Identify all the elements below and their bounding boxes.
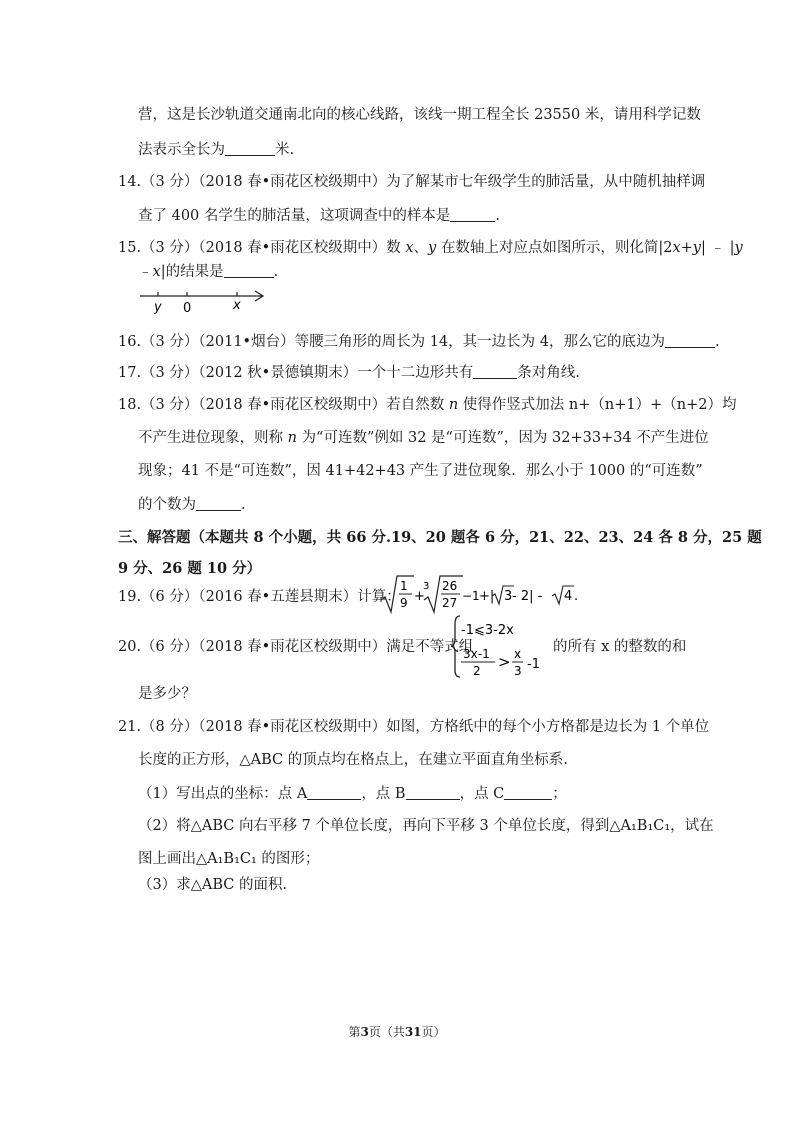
q18-line2-pre: 不产生进位现象，则称 [138, 430, 288, 446]
q15-text-mid2: + [680, 240, 693, 256]
q15-line1 [118, 238, 743, 258]
q20-line1-pre [118, 637, 473, 657]
sqrt4-value: 4 [564, 589, 573, 604]
q21-line2: 长度的正方形，△ABC 的顶点均在格点上，在建立平面直角坐标系. [138, 752, 568, 768]
abs-tail: - 2| - [512, 589, 543, 604]
answer-blank [307, 783, 361, 800]
q14-text-post: . [495, 208, 501, 224]
q18-line2 [138, 428, 709, 448]
frac2-den: 27 [442, 596, 458, 610]
q20-inequality-system [451, 612, 553, 680]
ineq2-tail: -1 [527, 657, 540, 672]
q13-line2 [138, 139, 294, 160]
plus-sign: + [414, 589, 425, 604]
q15-text-post: | ﹣ | [700, 240, 735, 256]
var-n: n [287, 430, 297, 446]
label-y: y [154, 300, 162, 315]
q18-line1 [118, 395, 736, 415]
q15-line2-pre: ﹣ [138, 264, 153, 280]
footer-total-pages: 31 [404, 1025, 422, 1039]
q15-line2 [138, 261, 278, 282]
ineq1: -1⩽3-2x [461, 623, 514, 638]
sqrt3-value: 3 [504, 589, 513, 604]
label-x: x [233, 298, 241, 313]
q19-text-pre: 19.（6 分）（2016 春•五莲县期末）计算： [118, 589, 401, 605]
answer-blank [473, 362, 517, 379]
label-zero: 0 [183, 301, 192, 316]
q21-part2-line2: 图上画出△A₁B₁C₁ 的图形； [138, 851, 320, 867]
var-x: x [672, 240, 681, 256]
answer-blank [665, 331, 715, 348]
page-footer [0, 1023, 794, 1040]
q21-p1-b: ，点 B [361, 786, 406, 802]
frac1-num: 1 [400, 579, 408, 593]
footer-page-number: 3 [360, 1025, 369, 1039]
var-y: y [428, 240, 437, 256]
q21-part1 [138, 783, 567, 804]
answer-blank [225, 139, 275, 156]
q20-line2: 是多少？ [138, 686, 196, 702]
footer-mid: 页（共 [368, 1025, 405, 1039]
frac1-den: 9 [400, 596, 408, 610]
q18-text-post: 使得作竖式加法 n+（n+1）+（n+2）均 [458, 397, 737, 413]
q16-line [118, 331, 720, 352]
q18-line4-post: . [241, 497, 246, 513]
ineq2-rden: 3 [514, 664, 522, 678]
q20-line1-post: 的所有 x 的整数的和 [553, 639, 687, 655]
ineq2-gt: > [498, 653, 511, 671]
answer-blank [196, 494, 241, 511]
q18-line3: 现象；41 不是“可连数”，因 41+42+43 产生了进位现象．那么小于 1000 的“可连数” [138, 463, 703, 479]
q14-text-pre: 查了 400 名学生的肺活量，这项调查中的样本是 [138, 208, 451, 224]
number-line-figure [136, 285, 276, 319]
q17-line [118, 362, 580, 383]
abs-open: +| [479, 589, 495, 604]
q15-line2-mid: |的结果是 [160, 264, 224, 280]
ineq2-num: 3x-1 [463, 647, 490, 661]
q17-text-post: 条对角线. [517, 365, 580, 381]
q18-line2-post: 为“可连数”例如 32 是“可连数”，因为 32+33+34 不产生进位 [296, 430, 709, 446]
q15-text-mid: 在数轴上对应点如图所示，则化简|2 [436, 240, 673, 256]
answer-blank [504, 783, 552, 800]
q13-text-pre: 法表示全长为 [138, 142, 225, 158]
ineq2-den: 2 [473, 664, 481, 678]
var-n: n [448, 397, 459, 413]
q14-line2 [138, 205, 500, 226]
answer-blank [450, 205, 495, 222]
q20-text-pre: 20.（6 分）（2018 春•雨花区校级期中）满足不等式组 [118, 639, 474, 655]
q21-p1-end: ； [552, 786, 567, 802]
q15-line2-post: . [273, 264, 279, 280]
period: . [574, 589, 579, 604]
q15-text-pre: 15.（3 分）（2018 春•雨花区校级期中）数 [118, 240, 406, 256]
q14-line1: 14.（3 分）（2018 春•雨花区校级期中）为了解某市七年级学生的肺活量，从中随机抽样调 [118, 174, 706, 190]
var-y: y [692, 240, 701, 256]
q21-part3: （3）求△ABC 的面积. [138, 877, 288, 893]
q21-p1-c: ，点 C [459, 786, 505, 802]
q13-line1: 营，这是长沙轨道交通南北向的核心线路，该线一期工程全长 23550 米，请用科学记数 [138, 107, 701, 123]
q16-text-pre: 16.（3 分）（2011•烟台）等腰三角形的周长为 14，其一边长为 4，那么它的底边为 [118, 334, 665, 350]
q15-sep: 、 [413, 240, 429, 256]
footer-pre: 第 [348, 1025, 361, 1039]
section-heading-cont: 9 分、26 题 10 分） [118, 560, 262, 577]
q18-text-pre: 18.（3 分）（2018 春•雨花区校级期中）若自然数 [118, 397, 449, 413]
answer-blank [224, 261, 274, 278]
q21-part2-line1: （2）将△ABC 向右平移 7 个单位长度，再向下平移 3 个单位长度，得到△A₁B₁C₁，试在 [138, 818, 714, 834]
footer-post: 页） [421, 1025, 446, 1039]
q21-p1-a: （1）写出点的坐标：点 A [138, 786, 308, 802]
var-x: x [405, 240, 414, 256]
var-y: y [734, 240, 743, 256]
q18-line4-pre: 的个数为 [138, 497, 196, 513]
q13-text-post: 米. [275, 142, 295, 158]
answer-blank [406, 783, 460, 800]
minus-one: −1 [462, 589, 480, 603]
frac2-num: 26 [442, 579, 458, 593]
q21-line1: 21.（8 分）（2018 春•雨花区校级期中）如图，方格纸中的每个小方格都是边长为 1 个单位 [118, 719, 710, 735]
q16-text-post: . [715, 334, 720, 350]
var-x: x [152, 264, 161, 280]
ineq2-rnum: x [514, 647, 522, 661]
q17-text-pre: 17.（3 分）（2012 秋•景德镇期末）一个十二边形共有 [118, 365, 474, 381]
q18-line4 [138, 494, 246, 515]
section-heading: 三、解答题（本题共 8 个小题，共 66 分.19、20 题各 6 分，21、22、23、24 各 8 分，25 题 [118, 529, 762, 546]
cube-index: 3 [423, 581, 430, 592]
q19-line [118, 587, 401, 607]
